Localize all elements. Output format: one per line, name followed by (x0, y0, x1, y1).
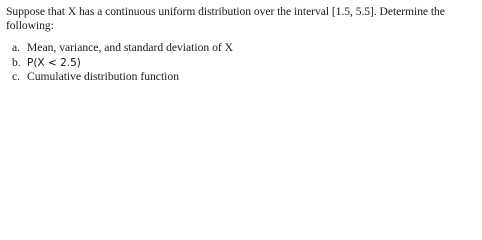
problem-intro: Suppose that X has a continuous uniform distribution over the interval [1.5, 5.5]. Determine the following: (6, 5, 445, 32)
list-item (6, 56, 476, 71)
list-item (6, 41, 476, 56)
item-marker: c. (12, 70, 21, 83)
item-marker: a. (12, 41, 21, 54)
item-text-cdf: Cumulative distribution function (27, 70, 179, 83)
item-text-mean-variance: Mean, variance, and standard deviation of X (27, 41, 234, 54)
item-marker: b. (12, 55, 21, 69)
item-text-probability: P(X < 2.5) (27, 56, 81, 69)
problem-items-list (6, 41, 476, 85)
problem-statement (6, 5, 476, 85)
list-item (6, 70, 476, 85)
